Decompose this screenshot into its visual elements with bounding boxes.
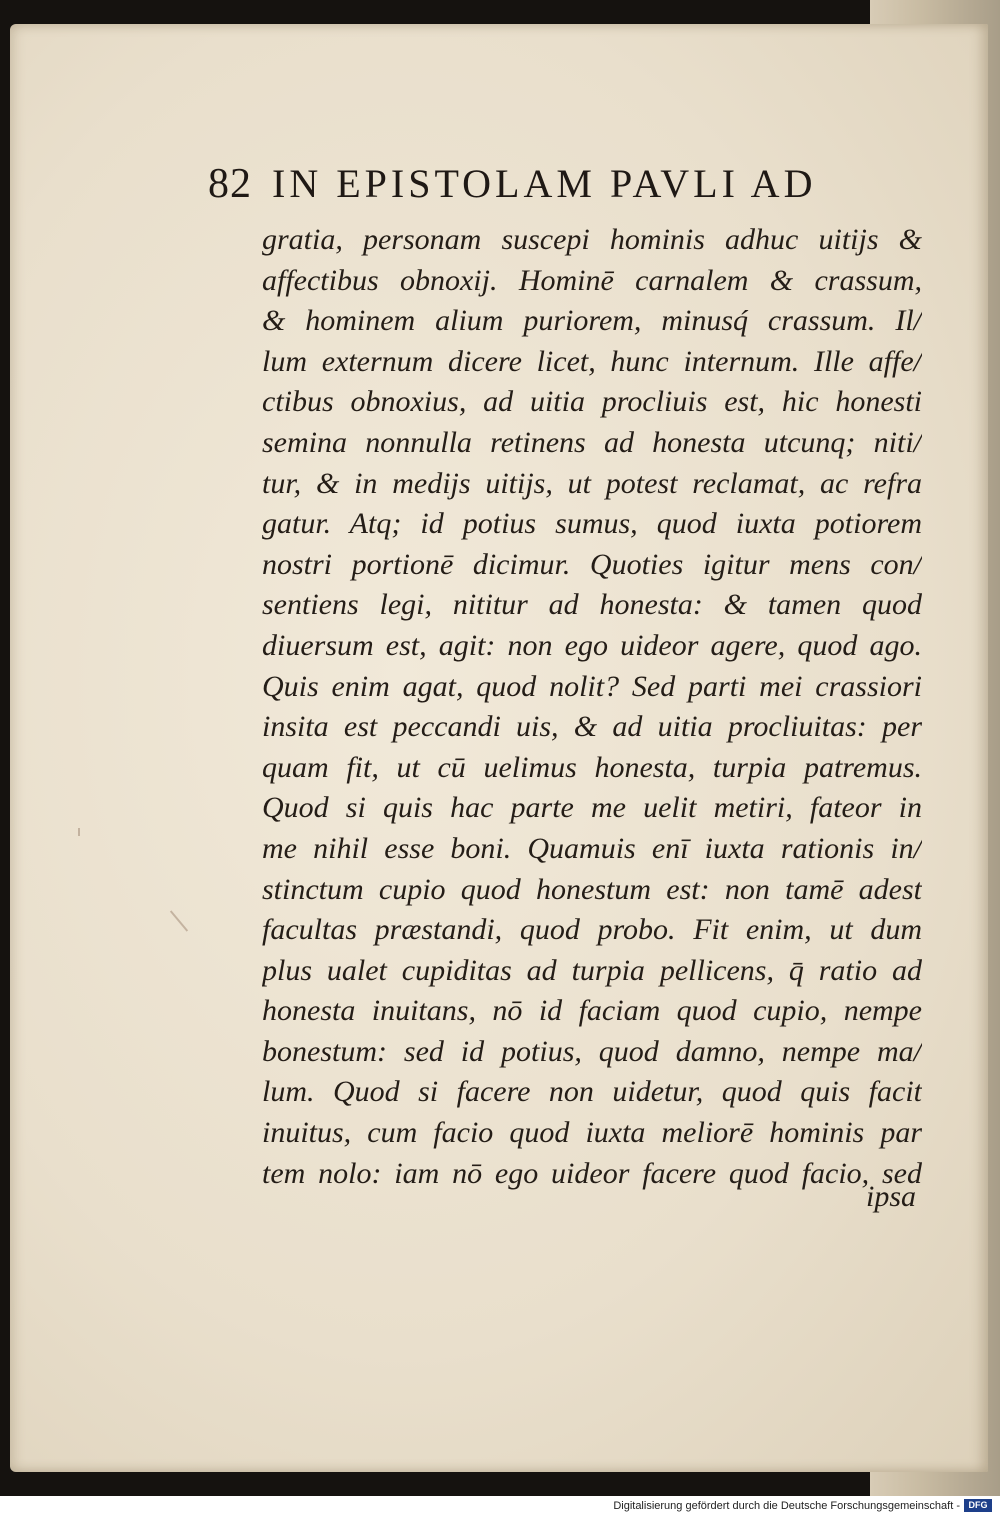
text-line: Quod si quis hac parte me uelit metiri, fateor in [262, 791, 922, 825]
text-line: semina nonnulla retinens ad honesta utcunq; niti/ [262, 425, 922, 459]
text-line: honesta inuitans, nō id faciam quod cupio, nempe [262, 994, 922, 1028]
text-line: diuersum est, agit: non ego uideor agere, quod ago. [262, 628, 922, 662]
text-line: stinctum cupio quod honestum est: non tamē adest [262, 872, 922, 906]
funding-credit: Digitalisierung gefördert durch die Deutsche Forschungsgemeinschaft - [613, 1500, 960, 1512]
stray-mark [78, 828, 80, 836]
folio-number: 82 [208, 161, 252, 207]
text-line: gatur. Atq; id potius sumus, quod iuxta potiorem [262, 507, 922, 541]
running-head-title: IN EPISTOLAM PAVLI AD [272, 161, 817, 206]
text-line: ctibus obnoxius, ad uitia procliuis est, hic honesti [262, 385, 922, 419]
text-block [262, 220, 922, 1194]
text-line: affectibus obnoxij. Hominē carnalem & crassum, [262, 263, 922, 297]
dfg-logo: DFG [964, 1499, 992, 1512]
text-line: tur, & in medijs uitijs, ut potest reclamat, ac refra [262, 466, 922, 500]
text-line: Quis enim agat, quod nolit? Sed parti mei crassiori [262, 669, 922, 703]
text-line: insita est peccandi uis, & ad uitia procliuitas: per [262, 710, 922, 744]
text-line: nostri portionē dicimur. Quoties igitur mens con/ [262, 547, 922, 581]
text-line: tem nolo: iam nō ego uideor facere quod facio, sed [262, 1156, 922, 1190]
text-line: & hominem alium puriorem, minusq́ crassum. Il/ [262, 304, 922, 338]
text-line: gratia, personam suscepi hominis adhuc uitijs & [262, 223, 922, 256]
running-head [208, 160, 908, 210]
text-line: facultas præstandi, quod probo. Fit enim, ut dum [262, 913, 922, 947]
text-line: inuitus, cum facio quod iuxta meliorē hominis par [262, 1116, 922, 1150]
text-line: me nihil esse boni. Quamuis enī iuxta rationis in/ [262, 831, 922, 865]
text-line: sentiens legi, nititur ad honesta: & tamen quod [262, 588, 922, 622]
text-line: quam fit, ut cū uelimus honesta, turpia patremus. [262, 750, 922, 784]
text-line: bonestum: sed id potius, quod damno, nempe ma/ [262, 1034, 922, 1068]
text-line: lum externum dicere licet, hunc internum. Ille affe/ [262, 344, 922, 378]
catchword: ipsa [866, 1180, 917, 1213]
text-line: plus ualet cupiditas ad turpia pellicens, q̄ ratio ad [262, 953, 922, 987]
text-line: lum. Quod si facere non uidetur, quod quis facit [262, 1075, 922, 1109]
